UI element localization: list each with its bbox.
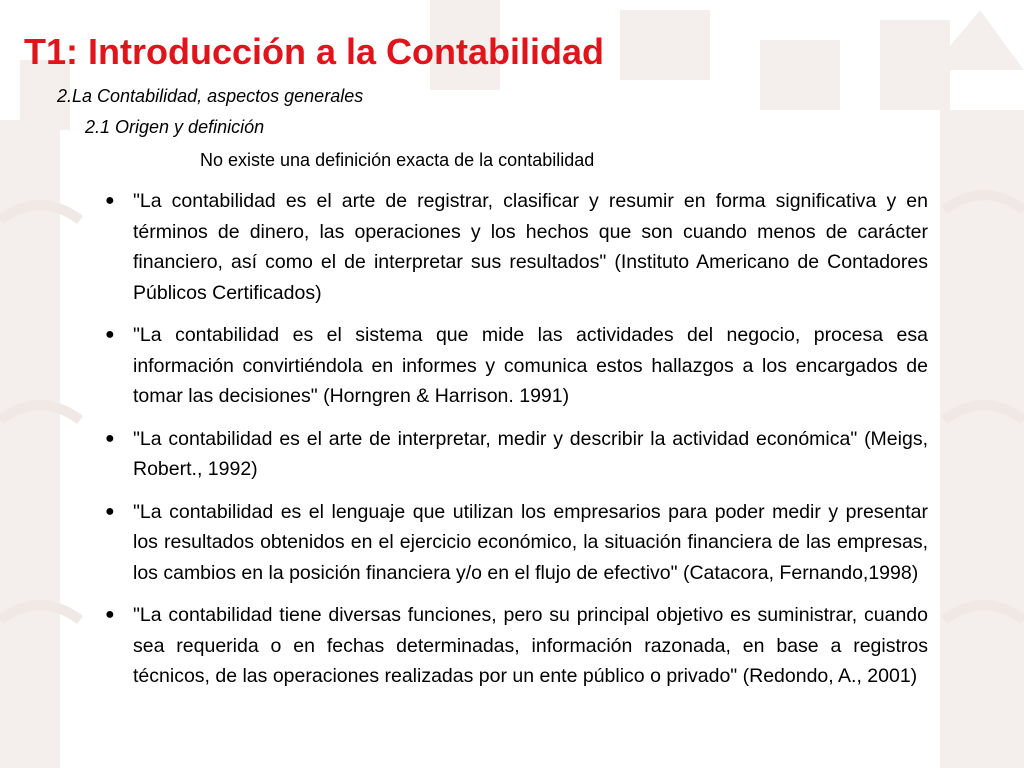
bullet-icon: ● <box>105 606 115 623</box>
definition-item <box>95 320 928 412</box>
definition-item <box>95 186 928 308</box>
section-heading: 2.La Contabilidad, aspectos generales <box>57 86 364 106</box>
intro-text: No existe una definición exacta de la contabilidad <box>200 150 595 170</box>
definition-text: "La contabilidad es el arte de interpretar, medir y describir la actividad económica" (Meigs, Robert., 1992) <box>133 427 928 480</box>
definition-item <box>95 497 928 589</box>
bullet-icon: ● <box>105 429 115 447</box>
definition-text: "La contabilidad es el sistema que mide las actividades del negocio, procesa esa información convirtiéndola en informes y comunica estos hallazgos a los encargados de tomar las decisiones" (Horngren & Harrison. 1991) <box>133 324 928 407</box>
bullet-icon: ● <box>105 502 115 520</box>
definition-text: "La contabilidad es el arte de registrar, clasificar y resumir en forma significativa y en términos de dinero, las operaciones y los hechos que son cuando menos de carácter financiero, así como el de interpretar sus resultados" (Instituto Americano de Contadores Públicos Certificados) <box>133 190 928 304</box>
bullet-icon: ● <box>105 192 115 209</box>
bullet-icon: ● <box>105 326 115 343</box>
slide-title: T1: Introducción a la Contabilidad <box>24 31 605 72</box>
subsection-heading: 2.1 Origen y definición <box>85 117 265 137</box>
definition-item <box>95 424 928 485</box>
definition-text: "La contabilidad es el lenguaje que utilizan los empresarios para poder medir y presentar los resultados obtenidos en el ejercicio económico, la situación financiera de las empresas, los cambios en la posición financiera y/o en el flujo de efectivo" (Catacora, Fernando,1998) <box>133 500 928 584</box>
definition-item <box>95 600 928 692</box>
definitions-box <box>85 178 940 756</box>
definitions-list <box>95 186 928 692</box>
definition-text: "La contabilidad tiene diversas funciones, pero su principal objetivo es suministrar, cuando sea requerida o en fechas determinadas, información razonada, en base a registros técnicos, de las operaciones realizadas por un ente público o privado" (Redondo, A., 2001) <box>133 604 928 687</box>
